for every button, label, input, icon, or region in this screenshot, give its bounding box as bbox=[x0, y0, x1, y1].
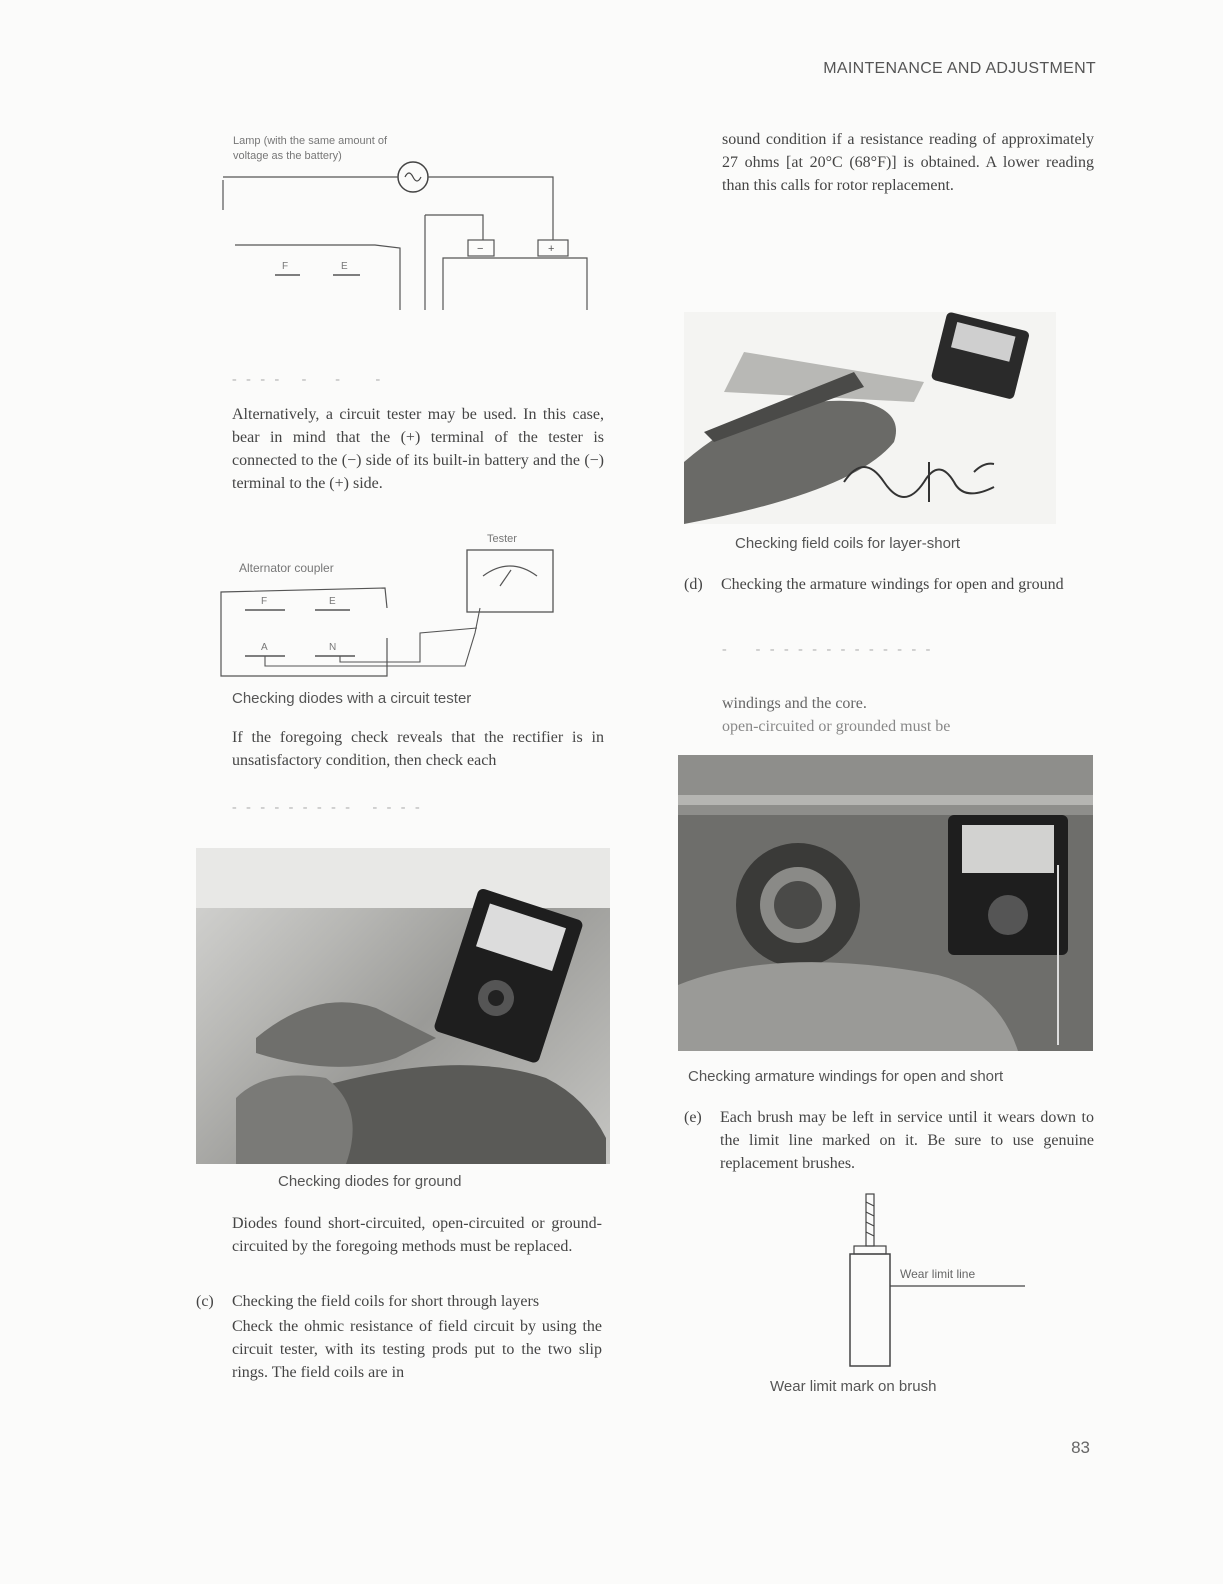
section-header: MAINTENANCE AND ADJUSTMENT bbox=[823, 60, 1096, 77]
faint-text-line-3: - - - - - - - - - - - - - - bbox=[722, 642, 934, 657]
paragraph-windings-line2: open-circuited or grounded must be bbox=[722, 718, 951, 735]
page-number: 83 bbox=[1071, 1438, 1090, 1457]
caption-diodes-ground: Checking diodes for ground bbox=[278, 1173, 462, 1190]
lamp-label-line1: Lamp (with the same amount of bbox=[233, 135, 388, 147]
wear-limit-line-label: Wear limit line bbox=[900, 1267, 976, 1281]
paragraph-foregoing: If the foregoing check reveals that the rectifier is in unsatisfactory condition, then check each bbox=[232, 729, 604, 769]
battery-body bbox=[443, 258, 587, 310]
hand-icon bbox=[678, 962, 1018, 1051]
wire-middle bbox=[425, 215, 483, 240]
coupler-label: Alternator coupler bbox=[239, 561, 334, 575]
photo-field-coils bbox=[684, 312, 1056, 524]
item-e-label: (e) bbox=[684, 1109, 702, 1126]
caption-field-coils: Checking field coils for layer-short bbox=[735, 535, 961, 552]
tester-needle-icon bbox=[500, 570, 511, 586]
item-d-title: Checking the armature windings for open and ground bbox=[721, 576, 1064, 593]
item-e bbox=[684, 1106, 1094, 1175]
item-c-body: Check the ohmic resistance of field circuit by using the circuit tester, with its testing prods put to the two slip rings. The field coils are in bbox=[232, 1318, 602, 1381]
caption-circuit-tester: Checking diodes with a circuit tester bbox=[232, 690, 472, 707]
paragraph-sound-condition: sound condition if a resistance reading of approximately 27 ohms [at 20°C (68°F)] is obtained. A lower reading than this calls for rotor replacement. bbox=[722, 131, 1094, 194]
battery-minus: − bbox=[477, 243, 484, 255]
coupler-e: E bbox=[329, 596, 336, 607]
paragraph-diodes-found: Diodes found short-circuited, open-circuited or ground-circuited by the foregoing methods must be replaced. bbox=[232, 1215, 602, 1255]
caption-armature: Checking armature windings for open and short bbox=[688, 1068, 1004, 1085]
wire-top-right bbox=[428, 177, 553, 240]
item-c-label: (c) bbox=[196, 1293, 214, 1310]
lamp-circuit-svg bbox=[215, 130, 605, 330]
paragraph-windings-line1: windings and the core. bbox=[722, 695, 867, 712]
diode-holder-icon bbox=[256, 1002, 436, 1067]
lamp-circuit-diagram bbox=[215, 130, 605, 330]
faint-text-line-2: - - - - - - - - - - - - - bbox=[232, 800, 423, 815]
caption-wear-limit: Wear limit mark on brush bbox=[770, 1378, 937, 1395]
brush-body bbox=[850, 1254, 890, 1366]
photo-armature-windings bbox=[678, 755, 1093, 1051]
coupler-f: F bbox=[261, 596, 268, 607]
brush-lead-wire bbox=[866, 1194, 874, 1246]
tester-label: Tester bbox=[487, 533, 517, 545]
tester-circuit-diagram bbox=[215, 528, 565, 688]
terminal-e: E bbox=[341, 261, 348, 272]
battery-plus: + bbox=[548, 243, 555, 255]
prod-wire-a bbox=[265, 608, 480, 666]
item-d bbox=[684, 573, 1094, 596]
item-c bbox=[196, 1290, 602, 1384]
tester-body bbox=[467, 550, 553, 612]
paragraph-alternatively: Alternatively, a circuit tester may be used. In this case, bear in mind that the (+) terminal of the tester is connected to the (−) side of its built-in battery and the (−) terminal to the (+) side. bbox=[232, 406, 604, 492]
lamp-label-line2: voltage as the battery) bbox=[233, 150, 342, 162]
faint-text-line: - - - - - - - bbox=[232, 372, 384, 387]
item-e-body: Each brush may be left in service until it wears down to the limit line marked on it. Be sure to use genuine replacement brushes. bbox=[720, 1109, 1094, 1172]
coupler-top bbox=[221, 588, 387, 608]
item-d-label: (d) bbox=[684, 576, 703, 593]
terminal-f: F bbox=[282, 261, 289, 272]
coupler-n: N bbox=[329, 642, 337, 653]
photo-diodes-ground bbox=[196, 848, 610, 1164]
item-c-title: Checking the field coils for short through layers bbox=[232, 1293, 540, 1310]
coupler-a: A bbox=[261, 642, 268, 653]
lamp-filament-icon bbox=[405, 173, 421, 181]
coupler-outline bbox=[235, 245, 400, 310]
prod-wire-n bbox=[340, 628, 477, 662]
tester-circuit-svg bbox=[215, 528, 565, 688]
brush-wear-diagram bbox=[840, 1192, 1040, 1372]
